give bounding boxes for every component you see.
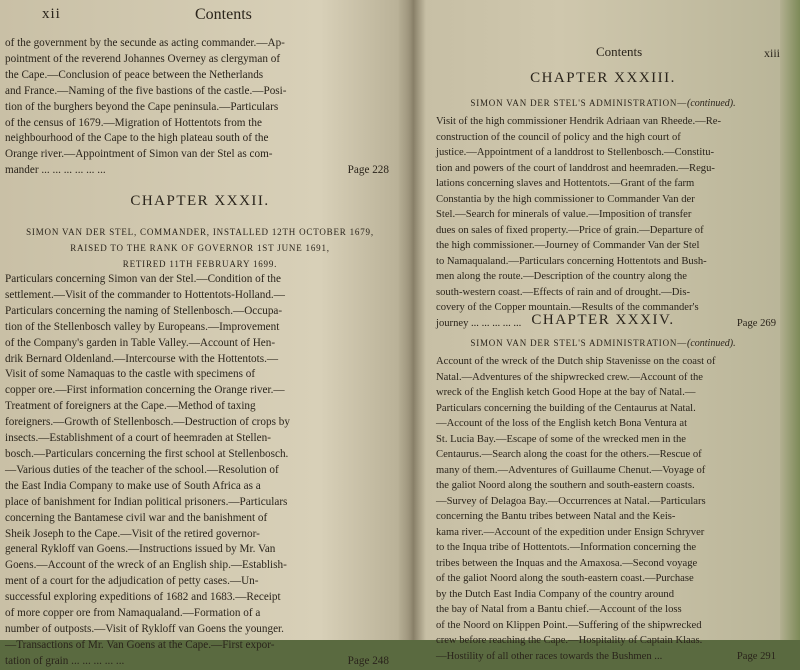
chapter-xxxiii-line: Constantia by the high commissioner to Commander Van der	[436, 193, 695, 205]
chapter-xxxii-line: —Transactions of Mr. Van Goens at the Cape.—First expor-	[5, 638, 275, 651]
chapter-xxxiii-line: dues on sales of fixed property.—Price of grain.—Departure of	[436, 224, 704, 236]
chapter-xxxiv-line: of the galiot Noord along the south-eastern coast.—Purchase	[436, 573, 694, 584]
chapter-xxxiv-line: Centaurus.—Search along the coast for the others.—Rescue of	[436, 449, 702, 460]
chapter-xxxiii-line: to Namaqualand.—Particulars concerning Hottentots and Bush-	[436, 255, 707, 267]
chapter-xxxii-last-line	[5, 654, 389, 670]
chapter-xxxii-line: successful exploring expeditions of 1682 and 1683.—Receipt	[5, 591, 281, 604]
chapter-xxxii-line: the East India Company to make use of South Africa as a	[5, 479, 261, 492]
continuation-line: pointment of the reverend Johannes Overney as clergyman of	[5, 52, 281, 65]
continuation-page-ref: Page 228	[347, 164, 389, 177]
chapter-xxxiv-subhead-continued: (continued).	[687, 338, 736, 349]
chapter-xxxiv-line: —Account of the loss of the English ketch Bona Ventura at	[436, 418, 688, 429]
chapter-xxxiii-line: men along the route.—Description of the country along the	[436, 271, 687, 282]
chapter-xxxii-line: Sheik Joseph to the Cape.—Visit of the retired governor-	[5, 527, 260, 540]
chapter-xxxii-line: Particulars concerning Simon van der Stel.—Condition of the	[5, 273, 281, 285]
chapter-xxxiv-heading: CHAPTER XXXIV.	[531, 312, 675, 328]
book-gutter	[398, 0, 426, 640]
chapter-xxxiii-subhead-continued: (continued).	[687, 98, 736, 109]
chapter-xxxii-page-ref: Page 248	[347, 654, 389, 667]
chapter-xxxii-line: number of outposts.—Visit of Rykloff van Goens the younger.	[5, 622, 284, 635]
left-folio: xii	[42, 6, 61, 22]
left-continuation	[5, 36, 389, 179]
chapter-xxxiv-line: tribes between the Inquas and the Amaxosa.—Second voyage	[436, 557, 698, 569]
chapter-xxxii-line: concerning the Bantamese civil war and the banishment of	[5, 511, 268, 524]
chapter-xxxii-line: Visit of some Namaquas to the castle with specimens of	[5, 368, 256, 381]
left-running-title: Contents	[195, 6, 252, 23]
chapter-xxxiv-last-line	[436, 649, 776, 665]
chapter-xxxii-subhead-line: RETIRED 11TH FEBRUARY 1699.	[122, 259, 278, 269]
chapter-xxxiii-summary	[436, 114, 776, 331]
chapter-xxxii-line: settlement.—Visit of the commander to Hottentots-Holland.—	[5, 288, 285, 301]
chapter-xxxii-line: Particulars concerning the naming of Stellenbosch.—Occupa-	[5, 304, 283, 317]
chapter-xxxiv-line: Natal.—Adventures of the shipwrecked crew.—Account of the	[436, 371, 704, 383]
chapter-xxxiii-line: tion and powers of the court of landdrost and heemraden.—Regu-	[436, 162, 715, 174]
right-running-title: Contents	[596, 44, 643, 59]
chapter-xxxiv-page-ref: Page 291	[736, 650, 776, 662]
chapter-xxxii-summary	[5, 272, 389, 670]
chapter-xxxiii-line: lations concerning slaves and Hottentots.—Grant of the farm	[436, 178, 695, 189]
chapter-xxxiv-line: Particulars concerning the building of the Centaurus at Natal.	[436, 402, 696, 414]
chapter-xxxiv-line: concerning the Bantu tribes between Natal and the Keis-	[436, 511, 676, 522]
chapter-xxxiv-line: crew before reaching the Cape.—Hospitality of Captain Klaas.	[436, 635, 703, 646]
chapter-xxxiii-last-text: journey ... ... ... ... ...	[436, 317, 522, 329]
chapter-xxxii-line: insects.—Establishment of a court of heemraden at Stellen-	[5, 432, 271, 445]
chapter-xxxii-line: general Rykloff van Goens.—Instructions issued by Mr. Van	[5, 543, 276, 556]
right-page	[426, 0, 781, 662]
chapter-xxxiii-line: covery of the Copper mountain.—Results of the commander's	[436, 302, 699, 313]
chapter-xxxiii-line: the high commissioner.—Journey of Commander Van der Stel	[436, 240, 700, 251]
chapter-xxxiv-line: St. Lucia Bay.—Escape of some of the wrecked men in the	[436, 433, 686, 445]
chapter-xxxiii-subhead	[426, 95, 780, 112]
chapter-xxxii-line: drik Bernard Oldenland.—Intercourse with the Hottentots.—	[5, 352, 279, 365]
chapter-xxxiv-line: —Survey of Delagoa Bay.—Occurrences at Natal.—Particulars	[436, 495, 706, 507]
chapter-xxxii-line: bosch.—Particulars concerning the first school at Stellenbosch.	[5, 447, 289, 460]
chapter-xxxii-heading: CHAPTER XXXII.	[130, 193, 270, 209]
chapter-xxxii-line: Goens.—Account of the wreck of an English ship.—Establish-	[5, 559, 287, 572]
continuation-line: neighbourhood of the Cape to the high plateau south of the	[5, 132, 269, 145]
chapter-xxxii-subhead	[0, 224, 400, 272]
chapter-xxxii-line: of the Company's garden in Table Valley.—Account of Hen-	[5, 336, 276, 349]
chapter-xxxii-subhead-line: RAISED TO THE RANK OF GOVERNOR 1ST JUNE 1691,	[70, 243, 330, 253]
chapter-xxxiii-page-ref: Page 269	[736, 317, 776, 329]
continuation-line: and France.—Naming of the five bastions of the castle.—Posi-	[5, 84, 287, 97]
chapter-xxxii-line: copper ore.—First information concerning the Orange river.—	[5, 384, 285, 397]
chapter-xxxii-line: foreigners.—Growth of Stellenbosch.—Destruction of crops by	[5, 416, 290, 429]
continuation-line: of the census of 1679.—Migration of Hottentots from the	[5, 116, 262, 129]
chapter-xxxiii-line: justice.—Appointment of a landdrost to Stellenbosch.—Constitu-	[436, 147, 715, 158]
chapter-xxxiv-line: kama river.—Account of the expedition under Ensign Schryver	[436, 526, 705, 538]
chapter-xxxiii-line: Visit of the high commissioner Hendrik Adriaan van Rheede.—Re-	[436, 116, 722, 127]
right-folio: xiii	[764, 46, 781, 60]
chapter-xxxiv-line: to the Inqua tribe of Hottentots.—Information concerning the	[436, 542, 697, 553]
chapter-xxxiv-summary	[436, 354, 776, 664]
continuation-line: of the government by the secunde as acting commander.—Ap-	[5, 37, 285, 49]
continuation-line: tion of the burghers beyond the Cape peninsula.—Particulars	[5, 100, 279, 113]
chapter-xxxii-line: ment of a court for the adjudication of petty cases.—Un-	[5, 575, 259, 588]
chapter-xxxii-line: —Various duties of the teacher of the school.—Resolution of	[5, 463, 279, 476]
chapter-xxxiv-line: of the Noord on Klippen Point.—Suffering of the shipwrecked	[436, 619, 702, 631]
continuation-last-text: mander ... ... ... ... ... ...	[5, 164, 106, 177]
chapter-xxxii-last-text: tation of grain ... ... ... ... ...	[5, 654, 125, 667]
chapter-xxxiv-line: Account of the wreck of the Dutch ship Stavenisse on the coast of	[436, 356, 716, 367]
chapter-xxxiii-subhead-text: SIMON VAN DER STEL'S ADMINISTRATION—	[470, 98, 687, 108]
chapter-xxxiii-line: construction of the council of policy and the high court of	[436, 131, 681, 143]
left-page	[0, 0, 400, 667]
continuation-last-line	[5, 163, 389, 179]
continuation-line: Orange river.—Appointment of Simon van der Stel as com-	[5, 148, 273, 161]
chapter-xxxii-line: of more copper ore from Namaqualand.—Formation of a	[5, 607, 261, 620]
chapter-xxxiv-line: many of them.—Adventures of Guillaume Chenut.—Voyage of	[436, 464, 706, 476]
background-edge	[780, 0, 800, 640]
chapter-xxxiv-subhead	[426, 335, 780, 352]
chapter-xxxiv-line: the bay of Natal from a Bantu chief.—Account of the loss	[436, 604, 682, 615]
continuation-line: the Cape.—Conclusion of peace between the Netherlands	[5, 68, 264, 81]
chapter-xxxii-line: tion of the Stellenbosch valley by Europeans.—Improvement	[5, 320, 280, 333]
chapter-xxxiii-line: south-western coast.—Effects of rain and of drought.—Dis-	[436, 286, 690, 298]
chapter-xxxii-line: place of banishment for Indian political prisoners.—Particulars	[5, 495, 288, 508]
chapter-xxxiv-last-text: —Hostility of all other races towards the Bushmen ...	[436, 650, 663, 662]
chapter-xxxii-line: Treatment of foreigners at the Cape.—Method of taxing	[5, 400, 256, 413]
chapter-xxxiv-line: wreck of the English ketch Good Hope at the bay of Natal.—	[436, 387, 696, 398]
chapter-xxxiii-heading: CHAPTER XXXIII.	[530, 70, 676, 86]
chapter-xxxiv-line: by the Dutch East India Company of the country around	[436, 588, 675, 600]
chapter-xxxiv-subhead-text: SIMON VAN DER STEL'S ADMINISTRATION—	[470, 338, 687, 348]
chapter-xxxii-subhead-line: SIMON VAN DER STEL, COMMANDER, INSTALLED 12TH OCTOBER 1679,	[26, 227, 374, 237]
chapter-xxxiii-line: Stel.—Search for minerals of value.—Imposition of transfer	[436, 209, 692, 220]
chapter-xxxiv-line: the galiot Noord along the southern and south-eastern coasts.	[436, 480, 695, 491]
